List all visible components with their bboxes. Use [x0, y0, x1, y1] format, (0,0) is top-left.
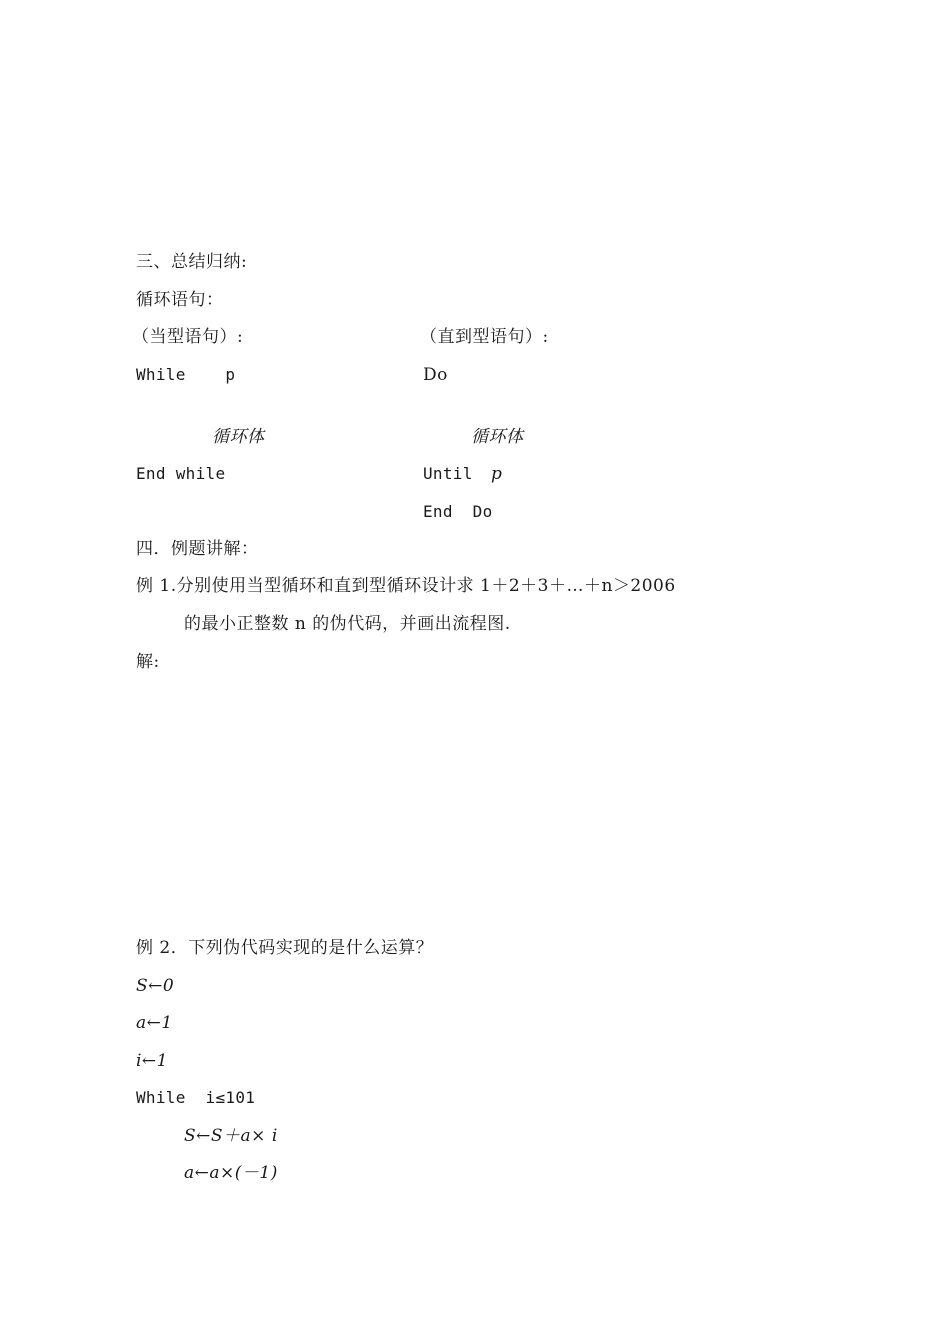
while-type-title: （当型语句）: — [132, 327, 244, 347]
example-2-title: 例 2．下列伪代码实现的是什么运算？ — [136, 938, 434, 958]
while-loop-body: 循环体 — [212, 427, 265, 447]
example-1-line-2: 的最小正整数 n 的伪代码，并画出流程图. — [184, 614, 511, 634]
code-line: While i≤101 — [136, 1088, 256, 1107]
until-type-title: （直到型语句）: — [420, 327, 549, 347]
summary-heading: 三、总结归纳: — [136, 252, 248, 272]
while-line: While p — [136, 365, 236, 384]
example-1-line-1: 例 1.分别使用当型循环和直到型循环设计求 1＋2＋3＋…＋n＞2006 — [136, 576, 676, 596]
do-line: Do — [423, 365, 448, 385]
loop-statement-label: 循环语句： — [136, 290, 224, 310]
example-1-answer: 解: — [136, 652, 160, 672]
until-loop-body: 循环体 — [471, 427, 524, 447]
until-condition: p — [491, 464, 503, 484]
end-do-line: End Do — [423, 502, 493, 521]
code-line: i←1 — [136, 1051, 168, 1071]
code-line: a←a×(－1) — [184, 1163, 278, 1183]
code-line: S←S＋a× i — [184, 1126, 278, 1146]
code-line: S←0 — [136, 976, 175, 996]
end-while-line: End while — [136, 464, 226, 483]
examples-heading: 四．例题讲解： — [136, 539, 259, 559]
code-line: a←1 — [136, 1013, 173, 1033]
until-keyword: Until — [423, 464, 473, 483]
